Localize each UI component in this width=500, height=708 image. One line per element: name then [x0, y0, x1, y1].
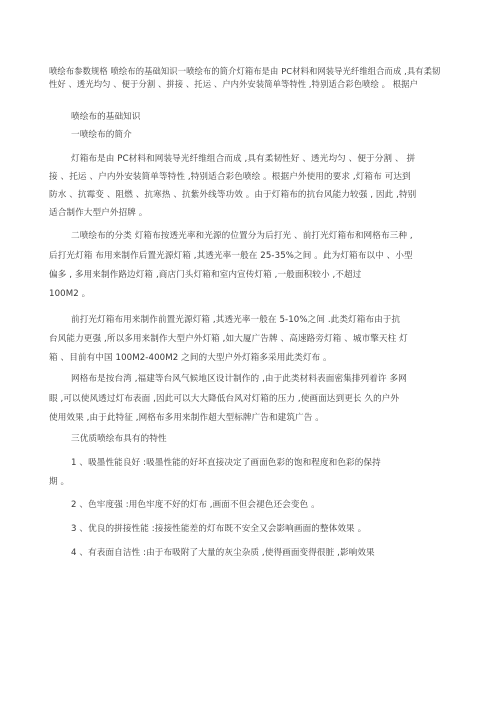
text-line: 使用效果 ,由于此特征 ,网格布多用来制作超大型标牌广告和建筑广告 。: [49, 413, 324, 423]
text-line: 眼 ,可以使风透过灯布表面 ,因此可以大大降低台风对灯箱的压力 ,使画面达到更长 久的户外: [49, 394, 400, 404]
text-line: 后打光灯箱 布用来制作后置光源灯箱 ,其透光率一般在 25-35%之间 。此为灯箱布以中 、小型: [49, 251, 413, 261]
text-line: 期 。: [49, 477, 70, 487]
text-line: 100M2 。: [49, 289, 91, 299]
text-line: 网格布是按台湾 ,福建等台风气候地区设计制作的 ,由于此类材料表面密集排列着许 多网: [71, 374, 407, 384]
text-line: 2 、色牢度强 :用色牢度不好的灯布 ,画面不但会褪色还会变色 。: [71, 500, 320, 510]
text-line: 3 、优良的拼接性能 :接接性能差的灯布既不安全又会影响画面的整体效果 。: [71, 524, 367, 534]
text-line: 箱 、目前有中国 100M2-400M2 之间的大型户外灯箱多采用此类灯布 。: [49, 353, 332, 363]
text-line: 台风能力更强 ,所以多用来制作大型户外灯箱 ,如大厦广告牌 、高速路旁灯箱 、城市擎天柱 灯: [49, 334, 408, 344]
text-line: 1 、吸墨性能良好 :吸墨性能的好坏直接决定了画面色彩的饱和程度和色彩的保持: [71, 458, 381, 468]
text-line: 前打光灯箱布用来制作前置光源灯箱 ,其透光率一般在 5-10%之间 .此类灯箱布由于抗: [71, 315, 401, 325]
text-line: 灯箱布是由 PC材料和网装导光纤维组合而成 ,具有柔韧性好 、透光均匀 、便于分割 、 拼: [71, 154, 416, 164]
intro-paragraph: 喷绘布参数规格 喷绘布的基础知识一喷绘布的简介灯箱布是由 PC材料和网装导光纤维组合而成 ,具有柔韧 性好 、透光均匀 、便于分割 、拼接 、托运 、户内外安装简单等特性 ,特别适合彩色喷绘 。 根据户: [49, 66, 441, 89]
text-line: 偏多 , 多用来制作路边灯箱 ,商店门头灯箱和室内宣传灯箱 ,一般面积较小 ,不超过: [49, 270, 362, 280]
text-line: 防水 、抗霉变 、阻燃 、抗寒热 、抗紫外线等功效 。由于灯箱布的抗台风能力较强 , 因此 ,特别: [49, 190, 417, 200]
subsection-title: 一喷绘布的简介: [71, 130, 132, 140]
text-line: 二喷绘布的分类 灯箱布按透光率和光源的位置分为后打光 、前打光灯箱布和网格布三种 ,: [71, 231, 413, 241]
text-line: 4 、有表面自洁性 :由于布吸附了大量的灰尘杂质 ,使得画面变得很脏 ,影响效果: [71, 548, 375, 558]
section-title: 喷绘布的基础知识: [71, 112, 141, 122]
text-line: 接 、托运 、户内外安装简单等特性 ,特别适合彩色喷绘 。根据户外使用的要求 ,灯箱布 可达到: [49, 172, 411, 182]
text-line: 适合制作大型户外招牌 。: [49, 208, 148, 218]
subsection-title: 三优质喷绘布具有的特性: [71, 434, 167, 444]
